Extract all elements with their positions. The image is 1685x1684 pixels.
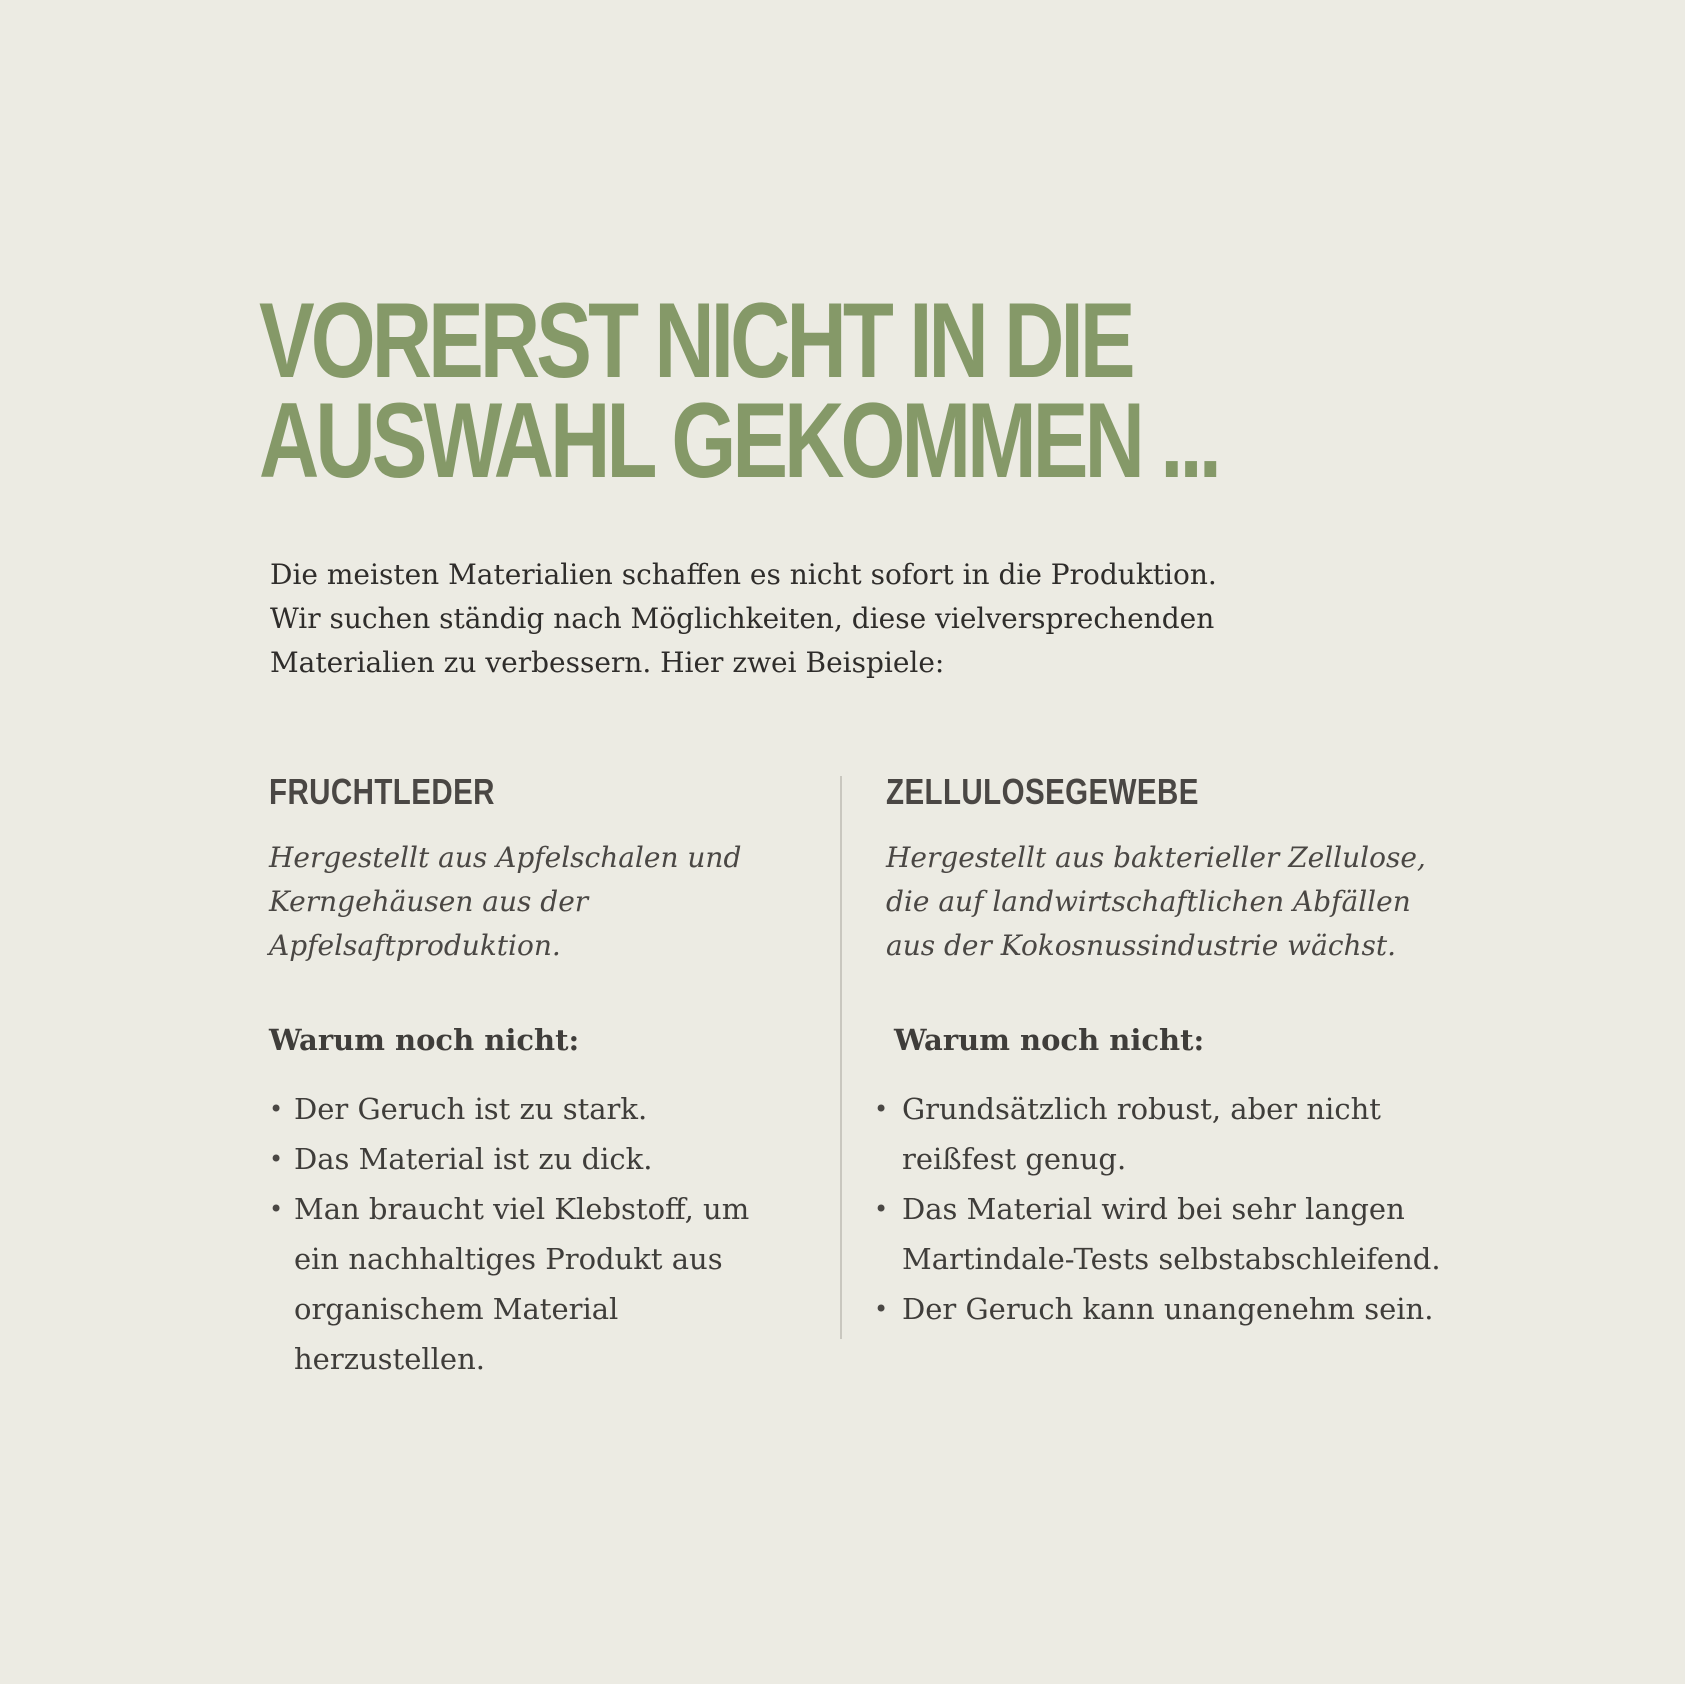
list-item xyxy=(269,1134,829,1184)
list-item-line: • Grundsätzlich robust, aber nicht xyxy=(902,1092,1381,1126)
material-description xyxy=(269,836,829,968)
list-item-line: herzustellen. xyxy=(294,1342,485,1376)
description-line: aus der Kokosnussindustrie wächst. xyxy=(886,929,1397,962)
list-item xyxy=(886,1184,1506,1284)
material-title: ZELLULOSEGEWEBE xyxy=(886,771,1199,812)
list-item-line: • Das Material ist zu dick. xyxy=(294,1142,653,1176)
list-item-line: ein nachhaltiges Produkt aus xyxy=(294,1242,723,1276)
description-line: Kerngehäusen aus der xyxy=(269,885,589,918)
list-item-line: organischem Material xyxy=(294,1292,619,1326)
material-column-zellulosegewebe xyxy=(886,770,1506,1334)
headline-line-2: AUSWAHL GEKOMMEN ... xyxy=(259,380,1219,500)
page-headline xyxy=(259,280,1219,500)
list-item xyxy=(269,1184,829,1384)
list-item-line: • Der Geruch ist zu stark. xyxy=(294,1092,648,1126)
list-item xyxy=(886,1084,1506,1184)
list-item-line: • Das Material wird bei sehr langen xyxy=(902,1192,1405,1226)
intro-line-3: Materialien zu verbessern. Hier zwei Beispiele: xyxy=(270,646,945,679)
list-item-line: • Man braucht viel Klebstoff, um xyxy=(294,1192,750,1226)
why-not-label: Warum noch nicht: xyxy=(894,1023,1205,1057)
material-title: FRUCHTLEDER xyxy=(269,771,495,812)
description-line: Hergestellt aus Apfelschalen und xyxy=(269,841,742,874)
material-description xyxy=(886,836,1506,968)
intro-line-2: Wir suchen ständig nach Möglichkeiten, diese vielversprechenden xyxy=(270,602,1215,635)
reasons-list xyxy=(886,1084,1506,1334)
reasons-list xyxy=(269,1084,829,1384)
list-item xyxy=(886,1284,1506,1334)
description-line: Apfelsaftproduktion. xyxy=(269,929,561,962)
intro-paragraph xyxy=(270,553,1270,685)
list-item xyxy=(269,1084,829,1134)
list-item-line: reißfest genug. xyxy=(902,1142,1127,1176)
why-not-label: Warum noch nicht: xyxy=(269,1023,580,1057)
description-line: Hergestellt aus bakterieller Zellulose, xyxy=(886,841,1426,874)
list-item-line: Martindale-Tests selbstabschleifend. xyxy=(902,1242,1441,1276)
column-divider xyxy=(840,776,842,1339)
list-item-line: • Der Geruch kann unangenehm sein. xyxy=(902,1292,1434,1326)
material-column-fruchtleder xyxy=(269,770,829,1384)
description-line: die auf landwirtschaftlichen Abfällen xyxy=(886,885,1411,918)
headline-line-1: VORERST NICHT IN DIE xyxy=(259,280,1132,400)
intro-line-1: Die meisten Materialien schaffen es nicht sofort in die Produktion. xyxy=(270,558,1217,591)
